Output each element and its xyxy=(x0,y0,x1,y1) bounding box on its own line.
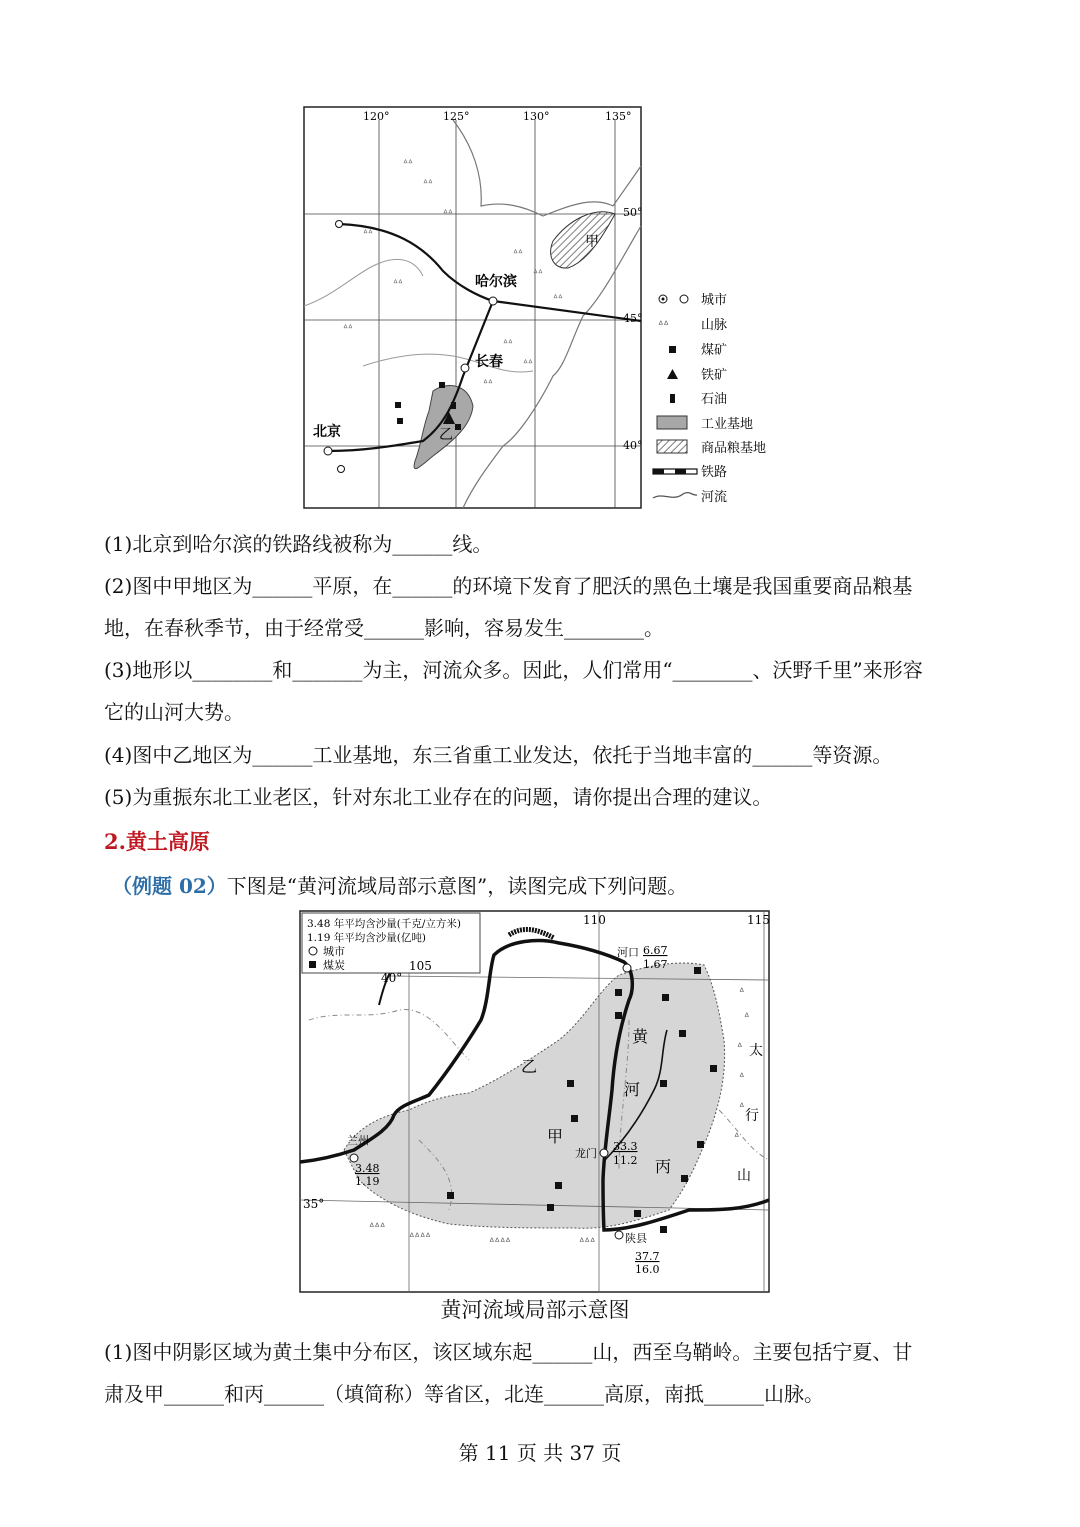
legend-sand-label: 3.48 年平均含沙量(千克/立方米) xyxy=(307,918,461,930)
svg-text:ᐞᐞᐞ: ᐞᐞᐞ xyxy=(369,1222,386,1233)
lat-label: 40° xyxy=(623,439,643,452)
question-1-2: (2)图中甲地区为______平原，在______的环境下发育了肥沃的黑色土壤是我国重要商品粮基 xyxy=(104,574,913,598)
grain-base-icon xyxy=(657,440,687,453)
river-char: 黄 xyxy=(632,1027,649,1046)
coal-marker xyxy=(447,1192,454,1199)
svg-text:ᐞ: ᐞ xyxy=(737,1042,743,1053)
city-harbin-marker xyxy=(489,297,497,305)
label-yi: 乙 xyxy=(439,427,453,443)
station-sand: 33.3 xyxy=(613,1140,638,1153)
question-2-1: (1)图中阴影区域为黄土集中分布区，该区域东起______山，西至乌鞘岭。主要包括宁夏、甘 xyxy=(104,1340,913,1364)
lon-label: 130° xyxy=(523,110,550,123)
coal-marker xyxy=(679,1030,686,1037)
legend-label: 城市 xyxy=(701,293,728,308)
svg-text:ᐞᐞᐞ: ᐞᐞᐞ xyxy=(579,1237,596,1248)
city-hekou-marker xyxy=(623,964,631,972)
label-harbin: 哈尔滨 xyxy=(475,274,517,290)
svg-text:ᐞ: ᐞ xyxy=(739,987,745,998)
svg-text:ᐞᐞ: ᐞᐞ xyxy=(343,324,353,334)
svg-text:ᐞᐞᐞᐞ: ᐞᐞᐞᐞ xyxy=(489,1237,511,1248)
northeast-china-map xyxy=(303,106,779,510)
mountain-char: 山 xyxy=(737,1168,751,1184)
yellow-river-map-svg xyxy=(299,910,770,1293)
svg-text:ᐞ: ᐞ xyxy=(739,1102,745,1113)
city-marker xyxy=(336,221,343,228)
label-changchun: 长春 xyxy=(475,354,503,370)
yellow-river-map xyxy=(299,910,770,1293)
station-sand: 6.67 xyxy=(643,944,668,957)
map1-legend xyxy=(653,293,766,505)
svg-text:ᐞᐞ: ᐞᐞ xyxy=(533,269,543,279)
svg-text:ᐞᐞ: ᐞᐞ xyxy=(553,294,563,304)
coal-marker xyxy=(571,1115,578,1122)
station-name: 河口 xyxy=(617,946,639,959)
example-text: 下图是“黄河流域局部示意图”，读图完成下列问题。 xyxy=(226,874,688,898)
svg-text:ᐞᐞ: ᐞᐞ xyxy=(483,379,493,389)
legend-label: 煤矿 xyxy=(701,343,728,358)
figure-caption: 黄河流域局部示意图 xyxy=(440,1298,630,1322)
svg-text:ᐞᐞ: ᐞᐞ xyxy=(403,159,413,169)
mountain-char: 行 xyxy=(745,1108,759,1124)
coal-marker xyxy=(397,418,403,424)
railway-icon xyxy=(653,469,697,474)
station-name: 兰州 xyxy=(347,1134,369,1147)
svg-text:ᐞᐞ: ᐞᐞ xyxy=(363,229,373,239)
city-beijing-marker xyxy=(324,447,332,455)
coal-marker xyxy=(547,1204,554,1211)
oil-icon xyxy=(670,394,675,403)
grain-base-area xyxy=(551,212,615,268)
station-volume: 1.19 xyxy=(355,1175,380,1188)
lat-label: 35° xyxy=(303,1197,325,1211)
region-jia: 甲 xyxy=(547,1127,564,1146)
question-1-3: (3)地形以________和_______为主，河流众多。因此，人们常用“________、沃野千里”来形容 xyxy=(104,658,923,682)
lon-label: 120° xyxy=(363,110,390,123)
station-volume: 11.2 xyxy=(613,1154,638,1167)
question-1-5: (5)为重振东北工业老区，针对东北工业存在的问题，请你提出合理的建议。 xyxy=(104,785,773,809)
lon-label: 110 xyxy=(583,913,606,927)
city-icon xyxy=(309,947,317,955)
map1-mountains xyxy=(343,159,563,389)
svg-text:ᐞᐞ: ᐞᐞ xyxy=(513,249,523,259)
legend-volume-label: 1.19 年平均含沙量(亿吨) xyxy=(307,932,426,944)
city-shanxian-marker xyxy=(615,1231,623,1239)
question-1-1: (1)北京到哈尔滨的铁路线被称为______线。 xyxy=(104,532,493,556)
region-bing: 丙 xyxy=(655,1157,672,1176)
region-yi: 乙 xyxy=(521,1057,538,1076)
mountain-icon: ᐞᐞ xyxy=(658,320,669,331)
station-name: 龙门 xyxy=(575,1147,597,1160)
svg-text:ᐞᐞᐞᐞ: ᐞᐞᐞᐞ xyxy=(409,1232,431,1243)
coal-marker xyxy=(710,1065,717,1072)
lon-label: 135° xyxy=(605,110,632,123)
iron-icon xyxy=(667,369,678,379)
question-1-2-cont: 地，在春秋季节，由于经常受______影响，容易发生________。 xyxy=(104,616,664,640)
station-name: 陕县 xyxy=(625,1232,647,1245)
mountain-char: 太 xyxy=(749,1043,763,1059)
city-changchun-marker xyxy=(461,364,469,372)
station-volume: 1.67 xyxy=(643,958,668,971)
lat-label: 50° xyxy=(623,206,643,219)
map1-river-line xyxy=(304,259,423,306)
coal-marker xyxy=(681,1175,688,1182)
river-char: 河 xyxy=(624,1080,641,1099)
section-title: 2.黄土高原 xyxy=(104,829,210,854)
coal-icon xyxy=(309,961,316,968)
oil-marker xyxy=(451,402,456,409)
coal-marker xyxy=(660,1226,667,1233)
industrial-base-icon xyxy=(657,416,687,429)
legend-label: 铁矿 xyxy=(701,368,728,383)
label-beijing: 北京 xyxy=(313,424,341,440)
station-shanxian xyxy=(625,1231,660,1276)
legend-label: 工业基地 xyxy=(701,417,754,432)
coal-marker xyxy=(555,1182,562,1189)
station-volume: 16.0 xyxy=(635,1263,660,1276)
legend-city: 城市 xyxy=(323,945,345,958)
question-1-4: (4)图中乙地区为______工业基地，东三省重工业发达，依托于当地丰富的______等资源。 xyxy=(104,743,893,767)
lon-label: 105 xyxy=(409,959,432,973)
question-2-1-cont: 肃及甲______和丙______（填简称）等省区，北连______高原，南抵______山脉。 xyxy=(104,1382,824,1406)
example-tag: （例题 02） xyxy=(112,874,227,898)
coal-marker xyxy=(634,1210,641,1217)
loess-shaded-area xyxy=(344,963,725,1228)
svg-text:ᐞ: ᐞ xyxy=(734,1132,740,1143)
map1-border xyxy=(453,120,641,508)
svg-text:ᐞᐞ: ᐞᐞ xyxy=(393,279,403,289)
coal-marker xyxy=(615,989,622,996)
legend-label: 铁路 xyxy=(701,465,728,480)
lat-label: 45° xyxy=(623,312,643,325)
label-jia: 甲 xyxy=(585,234,599,250)
page-footer: 第 11 页 共 37 页 xyxy=(458,1441,622,1465)
lat-label: 40° xyxy=(381,971,403,985)
coal-marker xyxy=(455,424,461,430)
svg-text:ᐞ: ᐞ xyxy=(739,1072,745,1083)
lon-label: 115 xyxy=(747,913,770,927)
coal-marker xyxy=(567,1080,574,1087)
coal-marker xyxy=(662,994,669,1001)
coal-marker xyxy=(439,382,445,388)
svg-text:ᐞᐞ: ᐞᐞ xyxy=(423,179,433,189)
example-heading xyxy=(112,870,687,899)
svg-text:ᐞᐞ: ᐞᐞ xyxy=(443,209,453,219)
legend-label: 石油 xyxy=(701,392,728,407)
northeast-map-svg xyxy=(303,106,779,510)
map2-wall xyxy=(509,929,554,938)
legend-label: 商品粮基地 xyxy=(701,441,767,456)
city-marker xyxy=(338,466,345,473)
coal-marker xyxy=(697,1141,704,1148)
coal-icon xyxy=(669,346,676,353)
station-sand: 3.48 xyxy=(355,1162,380,1175)
coal-marker xyxy=(694,967,701,974)
map1-river-line xyxy=(363,354,533,372)
question-1-3-cont: 它的山河大势。 xyxy=(104,700,244,724)
svg-text:ᐞᐞ: ᐞᐞ xyxy=(503,339,513,349)
map2-legend xyxy=(302,913,480,973)
lon-label: 125° xyxy=(443,110,470,123)
svg-text:ᐞ: ᐞ xyxy=(744,1012,750,1023)
city-lanzhou-marker xyxy=(350,1154,358,1162)
legend-label: 河流 xyxy=(701,490,728,505)
legend-label: 山脉 xyxy=(701,318,728,333)
legend-coal: 煤炭 xyxy=(323,959,345,972)
svg-text:ᐞᐞ: ᐞᐞ xyxy=(523,359,533,369)
coal-marker xyxy=(615,1012,622,1019)
coal-marker xyxy=(660,1080,667,1087)
river-icon xyxy=(653,493,697,498)
city-longmen-marker xyxy=(600,1149,608,1157)
coal-marker xyxy=(395,402,401,408)
station-sand: 37.7 xyxy=(635,1250,660,1263)
